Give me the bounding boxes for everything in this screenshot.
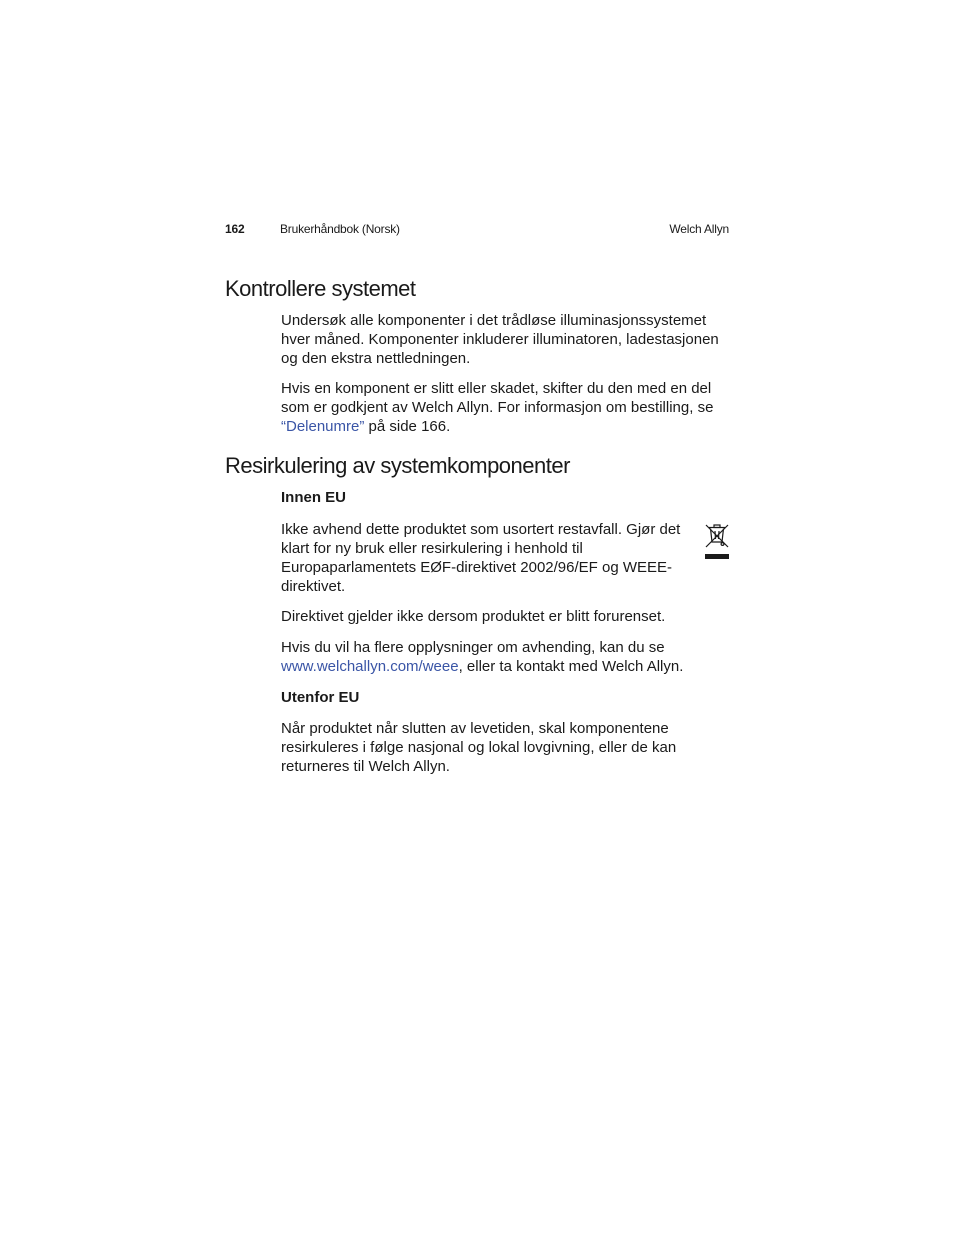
outside-eu-paragraph-1: Når produktet når slutten av levetiden, skal komponentene resirkuleres i følge nasjonal og lokal lovgivning, eller de kan returneres til Welch Allyn. bbox=[281, 720, 677, 775]
page-number: 162 bbox=[225, 222, 245, 236]
page-header bbox=[225, 222, 729, 238]
inside-eu-paragraph-3 bbox=[281, 638, 733, 676]
check-paragraph-2 bbox=[281, 379, 733, 436]
section-title-recycling: Resirkulering av systemkomponenter bbox=[225, 453, 570, 478]
inside-eu-paragraph-3-text: Hvis du vil ha flere opplysninger om avhending, kan du se bbox=[281, 639, 665, 656]
check-paragraph-1: Undersøk alle komponenter i det trådløse illuminasjonssystemet hver måned. Komponenter inkluderer illuminatoren, ladestasjonen og den ekstra nettledningen. bbox=[281, 312, 719, 367]
section-title-check-system: Kontrollere systemet bbox=[225, 276, 416, 301]
inside-eu-paragraph-2: Direktivet gjelder ikke dersom produktet er blitt forurenset. bbox=[281, 608, 666, 625]
subheading-inside-eu: Innen EU bbox=[281, 489, 347, 506]
part-numbers-link[interactable]: “Delenumre” bbox=[281, 418, 365, 435]
weee-bin-icon bbox=[704, 522, 730, 562]
manual-title: Brukerhåndbok (Norsk) bbox=[280, 222, 400, 236]
check-paragraph-2-suffix: på side 166. bbox=[364, 418, 451, 435]
inside-eu-paragraph-1: Ikke avhend dette produktet som usortert restavfall. Gjør det klart for ny bruk eller resirkulering i henhold til Europaparlamentets EØF-direktivet 2002/96/EF og WEEE-direktivet. bbox=[281, 521, 681, 595]
weee-website-link[interactable]: www.welchallyn.com/weee bbox=[281, 658, 459, 675]
brand-name: Welch Allyn bbox=[669, 222, 729, 236]
subheading-outside-eu: Utenfor EU bbox=[281, 689, 360, 706]
check-paragraph-2-text: Hvis en komponent er slitt eller skadet, skifter du den med en del som er godkjent av Welch Allyn. For informasjon om bestilling, se bbox=[281, 380, 714, 416]
inside-eu-paragraph-3-suffix: , eller ta kontakt med Welch Allyn. bbox=[458, 658, 684, 675]
